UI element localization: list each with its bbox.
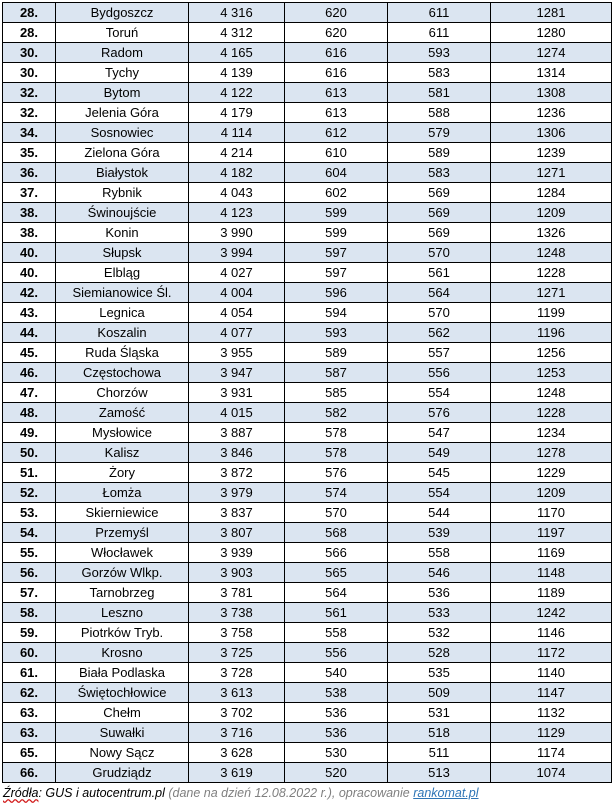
value-cell-4: 1209 (491, 203, 612, 223)
rank-cell: 37. (3, 183, 56, 203)
value-cell-1: 4 123 (189, 203, 285, 223)
value-cell-4: 1236 (491, 103, 612, 123)
rank-cell: 32. (3, 103, 56, 123)
value-cell-1: 4 214 (189, 143, 285, 163)
city-cell: Świnoujście (56, 203, 189, 223)
value-cell-1: 3 887 (189, 423, 285, 443)
value-cell-4: 1234 (491, 423, 612, 443)
value-cell-1: 3 955 (189, 343, 285, 363)
value-cell-4: 1147 (491, 683, 612, 703)
value-cell-3: 611 (388, 3, 491, 23)
rank-cell: 38. (3, 223, 56, 243)
value-cell-3: 556 (388, 363, 491, 383)
city-cell: Skierniewice (56, 503, 189, 523)
city-cell: Mysłowice (56, 423, 189, 443)
value-cell-1: 3 725 (189, 643, 285, 663)
table-row (3, 743, 612, 763)
value-cell-2: 582 (285, 403, 388, 423)
value-cell-3: 549 (388, 443, 491, 463)
value-cell-2: 578 (285, 443, 388, 463)
value-cell-3: 589 (388, 143, 491, 163)
value-cell-1: 4 312 (189, 23, 285, 43)
city-cell: Kalisz (56, 443, 189, 463)
table-row (3, 323, 612, 343)
value-cell-2: 596 (285, 283, 388, 303)
rank-cell: 60. (3, 643, 56, 663)
value-cell-3: 570 (388, 303, 491, 323)
value-cell-1: 3 728 (189, 663, 285, 683)
value-cell-3: 536 (388, 583, 491, 603)
value-cell-1: 3 613 (189, 683, 285, 703)
value-cell-4: 1129 (491, 723, 612, 743)
city-cell: Bydgoszcz (56, 3, 189, 23)
value-cell-1: 4 077 (189, 323, 285, 343)
value-cell-3: 558 (388, 543, 491, 563)
value-cell-4: 1228 (491, 263, 612, 283)
value-cell-2: 536 (285, 723, 388, 743)
value-cell-3: 557 (388, 343, 491, 363)
table-row (3, 763, 612, 783)
rank-cell: 58. (3, 603, 56, 623)
value-cell-1: 3 903 (189, 563, 285, 583)
table-row (3, 123, 612, 143)
source-note (3, 786, 479, 800)
value-cell-1: 3 619 (189, 763, 285, 783)
city-cell: Ruda Śląska (56, 343, 189, 363)
value-cell-1: 3 931 (189, 383, 285, 403)
rank-cell: 57. (3, 583, 56, 603)
value-cell-4: 1146 (491, 623, 612, 643)
value-cell-1: 4 114 (189, 123, 285, 143)
city-cell: Koszalin (56, 323, 189, 343)
value-cell-3: 564 (388, 283, 491, 303)
value-cell-4: 1281 (491, 3, 612, 23)
rank-cell: 65. (3, 743, 56, 763)
value-cell-2: 613 (285, 83, 388, 103)
value-cell-3: 509 (388, 683, 491, 703)
value-cell-2: 568 (285, 523, 388, 543)
value-cell-3: 561 (388, 263, 491, 283)
value-cell-2: 585 (285, 383, 388, 403)
value-cell-3: 581 (388, 83, 491, 103)
table-row (3, 283, 612, 303)
table-row (3, 703, 612, 723)
table-row (3, 663, 612, 683)
table-row (3, 383, 612, 403)
rank-cell: 50. (3, 443, 56, 463)
value-cell-2: 594 (285, 303, 388, 323)
value-cell-2: 530 (285, 743, 388, 763)
value-cell-3: 562 (388, 323, 491, 343)
value-cell-4: 1169 (491, 543, 612, 563)
rank-cell: 38. (3, 203, 56, 223)
rank-cell: 55. (3, 543, 56, 563)
value-cell-1: 4 027 (189, 263, 285, 283)
rank-cell: 61. (3, 663, 56, 683)
city-cell: Legnica (56, 303, 189, 323)
value-cell-3: 528 (388, 643, 491, 663)
value-cell-2: 587 (285, 363, 388, 383)
value-cell-1: 4 182 (189, 163, 285, 183)
value-cell-2: 566 (285, 543, 388, 563)
rank-cell: 63. (3, 723, 56, 743)
table-row (3, 503, 612, 523)
table-row (3, 243, 612, 263)
value-cell-1: 3 872 (189, 463, 285, 483)
value-cell-1: 3 758 (189, 623, 285, 643)
value-cell-2: 556 (285, 643, 388, 663)
table-row (3, 543, 612, 563)
table-row (3, 483, 612, 503)
city-cell: Zielona Góra (56, 143, 189, 163)
rank-cell: 40. (3, 243, 56, 263)
value-cell-3: 588 (388, 103, 491, 123)
rank-cell: 44. (3, 323, 56, 343)
table-row (3, 443, 612, 463)
city-cell: Radom (56, 43, 189, 63)
table-row (3, 423, 612, 443)
rank-cell: 56. (3, 563, 56, 583)
value-cell-3: 531 (388, 703, 491, 723)
table-row (3, 603, 612, 623)
value-cell-2: 599 (285, 223, 388, 243)
value-cell-4: 1172 (491, 643, 612, 663)
source-link[interactable]: rankomat.pl (413, 786, 479, 800)
table-row (3, 683, 612, 703)
ranking-table (2, 2, 612, 783)
value-cell-2: 536 (285, 703, 388, 723)
table-row (3, 223, 612, 243)
value-cell-4: 1314 (491, 63, 612, 83)
rank-cell: 45. (3, 343, 56, 363)
value-cell-2: 576 (285, 463, 388, 483)
value-cell-3: 547 (388, 423, 491, 443)
city-cell: Rybnik (56, 183, 189, 203)
value-cell-3: 539 (388, 523, 491, 543)
city-cell: Nowy Sącz (56, 743, 189, 763)
value-cell-3: 583 (388, 163, 491, 183)
value-cell-4: 1308 (491, 83, 612, 103)
source-main: : GUS i autocentrum.pl (38, 786, 165, 800)
rank-cell: 34. (3, 123, 56, 143)
value-cell-2: 616 (285, 63, 388, 83)
value-cell-3: 554 (388, 483, 491, 503)
table-row (3, 263, 612, 283)
rank-cell: 53. (3, 503, 56, 523)
value-cell-3: 569 (388, 223, 491, 243)
rank-cell: 54. (3, 523, 56, 543)
value-cell-2: 574 (285, 483, 388, 503)
value-cell-2: 599 (285, 203, 388, 223)
table-row (3, 63, 612, 83)
city-cell: Grudziądz (56, 763, 189, 783)
table-row (3, 143, 612, 163)
value-cell-2: 597 (285, 263, 388, 283)
value-cell-3: 583 (388, 63, 491, 83)
value-cell-2: 561 (285, 603, 388, 623)
value-cell-2: 558 (285, 623, 388, 643)
value-cell-4: 1209 (491, 483, 612, 503)
value-cell-1: 3 837 (189, 503, 285, 523)
value-cell-4: 1274 (491, 43, 612, 63)
value-cell-1: 3 807 (189, 523, 285, 543)
value-cell-2: 540 (285, 663, 388, 683)
value-cell-4: 1248 (491, 383, 612, 403)
city-cell: Sosnowiec (56, 123, 189, 143)
table-row (3, 583, 612, 603)
table-row (3, 203, 612, 223)
value-cell-1: 3 990 (189, 223, 285, 243)
value-cell-4: 1280 (491, 23, 612, 43)
rank-cell: 28. (3, 23, 56, 43)
rank-cell: 32. (3, 83, 56, 103)
value-cell-4: 1284 (491, 183, 612, 203)
value-cell-1: 3 947 (189, 363, 285, 383)
value-cell-3: 511 (388, 743, 491, 763)
table-row (3, 563, 612, 583)
value-cell-3: 532 (388, 623, 491, 643)
value-cell-2: 620 (285, 3, 388, 23)
value-cell-3: 569 (388, 183, 491, 203)
rank-cell: 35. (3, 143, 56, 163)
value-cell-1: 3 702 (189, 703, 285, 723)
value-cell-1: 4 004 (189, 283, 285, 303)
table-row (3, 623, 612, 643)
rank-cell: 36. (3, 163, 56, 183)
value-cell-2: 564 (285, 583, 388, 603)
city-cell: Tarnobrzeg (56, 583, 189, 603)
city-cell: Zamość (56, 403, 189, 423)
value-cell-3: 579 (388, 123, 491, 143)
value-cell-2: 578 (285, 423, 388, 443)
value-cell-1: 4 122 (189, 83, 285, 103)
rank-cell: 30. (3, 43, 56, 63)
value-cell-4: 1174 (491, 743, 612, 763)
rank-cell: 52. (3, 483, 56, 503)
table-row (3, 23, 612, 43)
value-cell-2: 620 (285, 23, 388, 43)
value-cell-4: 1326 (491, 223, 612, 243)
value-cell-3: 518 (388, 723, 491, 743)
city-cell: Chorzów (56, 383, 189, 403)
table-row (3, 43, 612, 63)
value-cell-1: 3 846 (189, 443, 285, 463)
table-row (3, 643, 612, 663)
value-cell-2: 612 (285, 123, 388, 143)
value-cell-3: 546 (388, 563, 491, 583)
city-cell: Leszno (56, 603, 189, 623)
value-cell-3: 544 (388, 503, 491, 523)
rank-cell: 59. (3, 623, 56, 643)
rank-cell: 40. (3, 263, 56, 283)
table-row (3, 83, 612, 103)
city-cell: Tychy (56, 63, 189, 83)
value-cell-4: 1074 (491, 763, 612, 783)
value-cell-4: 1271 (491, 283, 612, 303)
value-cell-1: 3 781 (189, 583, 285, 603)
value-cell-4: 1132 (491, 703, 612, 723)
value-cell-1: 3 939 (189, 543, 285, 563)
value-cell-1: 3 979 (189, 483, 285, 503)
value-cell-3: 593 (388, 43, 491, 63)
rank-cell: 42. (3, 283, 56, 303)
city-cell: Siemianowice Śl. (56, 283, 189, 303)
value-cell-2: 602 (285, 183, 388, 203)
table-row (3, 523, 612, 543)
value-cell-2: 616 (285, 43, 388, 63)
rank-cell: 66. (3, 763, 56, 783)
value-cell-1: 4 043 (189, 183, 285, 203)
value-cell-1: 3 716 (189, 723, 285, 743)
value-cell-2: 520 (285, 763, 388, 783)
value-cell-4: 1256 (491, 343, 612, 363)
rank-cell: 43. (3, 303, 56, 323)
value-cell-3: 569 (388, 203, 491, 223)
rank-cell: 47. (3, 383, 56, 403)
table-row (3, 403, 612, 423)
value-cell-4: 1239 (491, 143, 612, 163)
value-cell-4: 1196 (491, 323, 612, 343)
value-cell-2: 589 (285, 343, 388, 363)
city-cell: Elbląg (56, 263, 189, 283)
value-cell-3: 513 (388, 763, 491, 783)
table-row (3, 303, 612, 323)
value-cell-1: 4 015 (189, 403, 285, 423)
value-cell-1: 3 994 (189, 243, 285, 263)
value-cell-4: 1148 (491, 563, 612, 583)
value-cell-1: 4 316 (189, 3, 285, 23)
rank-cell: 30. (3, 63, 56, 83)
table-row (3, 183, 612, 203)
table-row (3, 343, 612, 363)
rank-cell: 46. (3, 363, 56, 383)
city-cell: Suwałki (56, 723, 189, 743)
city-cell: Bytom (56, 83, 189, 103)
city-cell: Przemyśl (56, 523, 189, 543)
value-cell-2: 570 (285, 503, 388, 523)
rank-cell: 48. (3, 403, 56, 423)
table-row (3, 163, 612, 183)
rank-cell: 62. (3, 683, 56, 703)
value-cell-4: 1197 (491, 523, 612, 543)
value-cell-3: 570 (388, 243, 491, 263)
value-cell-2: 593 (285, 323, 388, 343)
source-label: Źródła (3, 786, 39, 800)
value-cell-3: 554 (388, 383, 491, 403)
table-row (3, 103, 612, 123)
table-row (3, 463, 612, 483)
value-cell-1: 4 139 (189, 63, 285, 83)
value-cell-4: 1140 (491, 663, 612, 683)
value-cell-3: 533 (388, 603, 491, 623)
value-cell-2: 613 (285, 103, 388, 123)
value-cell-2: 610 (285, 143, 388, 163)
value-cell-2: 597 (285, 243, 388, 263)
value-cell-3: 576 (388, 403, 491, 423)
rank-cell: 63. (3, 703, 56, 723)
city-cell: Krosno (56, 643, 189, 663)
city-cell: Chełm (56, 703, 189, 723)
city-cell: Świętochłowice (56, 683, 189, 703)
source-date-note: (dane na dzień 12.08.2022 r.), opracowanie (164, 786, 414, 800)
city-cell: Jelenia Góra (56, 103, 189, 123)
city-cell: Łomża (56, 483, 189, 503)
city-cell: Białystok (56, 163, 189, 183)
rank-cell: 51. (3, 463, 56, 483)
city-cell: Żory (56, 463, 189, 483)
value-cell-4: 1306 (491, 123, 612, 143)
city-cell: Toruń (56, 23, 189, 43)
value-cell-4: 1170 (491, 503, 612, 523)
value-cell-3: 545 (388, 463, 491, 483)
city-cell: Biała Podlaska (56, 663, 189, 683)
city-cell: Słupsk (56, 243, 189, 263)
city-cell: Konin (56, 223, 189, 243)
city-cell: Gorzów Wlkp. (56, 563, 189, 583)
value-cell-3: 535 (388, 663, 491, 683)
ranking-table-body (3, 3, 612, 783)
city-cell: Piotrków Tryb. (56, 623, 189, 643)
rank-cell: 28. (3, 3, 56, 23)
value-cell-4: 1189 (491, 583, 612, 603)
table-row (3, 3, 612, 23)
value-cell-4: 1248 (491, 243, 612, 263)
table-row (3, 363, 612, 383)
value-cell-1: 3 738 (189, 603, 285, 623)
table-row (3, 723, 612, 743)
value-cell-2: 604 (285, 163, 388, 183)
value-cell-1: 4 054 (189, 303, 285, 323)
value-cell-1: 4 165 (189, 43, 285, 63)
value-cell-2: 565 (285, 563, 388, 583)
rank-cell: 49. (3, 423, 56, 443)
value-cell-4: 1271 (491, 163, 612, 183)
value-cell-4: 1229 (491, 463, 612, 483)
value-cell-1: 3 628 (189, 743, 285, 763)
city-cell: Częstochowa (56, 363, 189, 383)
value-cell-4: 1228 (491, 403, 612, 423)
value-cell-1: 4 179 (189, 103, 285, 123)
value-cell-3: 611 (388, 23, 491, 43)
value-cell-2: 538 (285, 683, 388, 703)
value-cell-4: 1278 (491, 443, 612, 463)
value-cell-4: 1199 (491, 303, 612, 323)
city-cell: Włocławek (56, 543, 189, 563)
value-cell-4: 1253 (491, 363, 612, 383)
value-cell-4: 1242 (491, 603, 612, 623)
